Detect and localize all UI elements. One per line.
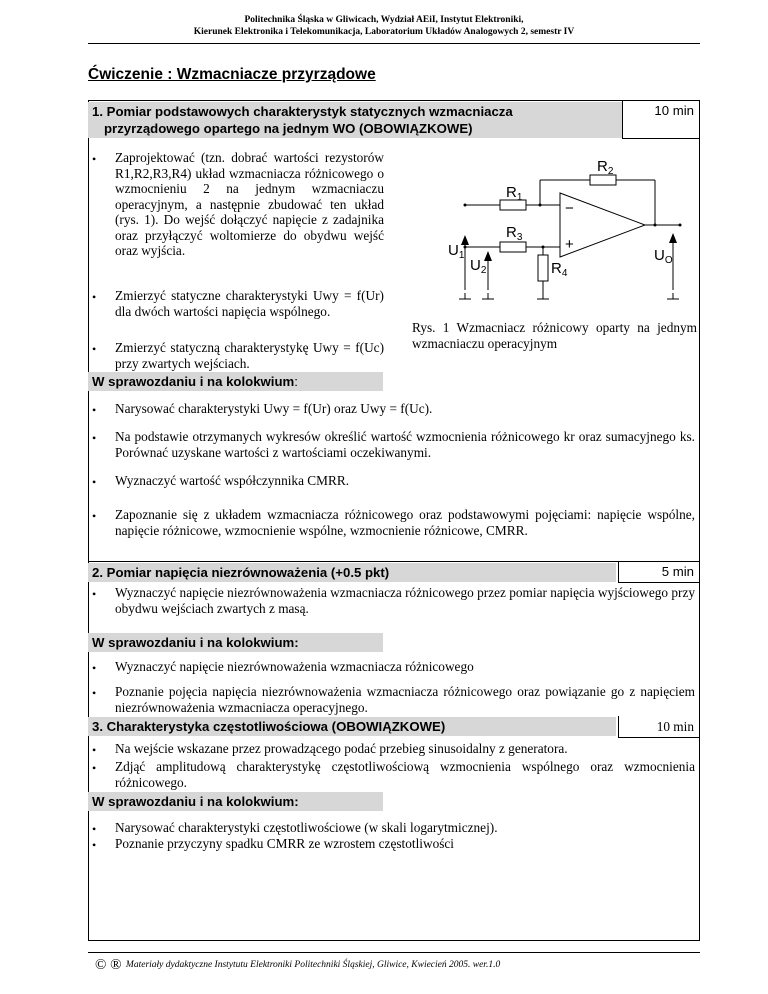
section-2-report-heading: W sprawozdaniu i na kolokwium: — [88, 633, 383, 652]
section-3-report-item-2: Poznanie przyczyny spadku CMRR ze wzrostem częstotliwości — [115, 836, 454, 851]
figure-caption: Rys. 1 Wzmacniacz różnicowy oparty na jednym wzmacniaczu operacyjnym — [412, 320, 697, 351]
bullet: • — [92, 743, 97, 757]
section-1-time-divider — [622, 100, 623, 139]
label-r4: $R_4$ — [551, 260, 568, 279]
section-2-report-item-2: Poznanie pojęcia napięcia niezrównoważenia wzmacniacza różnicowego oraz powiązanie go z napięciem niezrównoważenia wzmacniacza operacyjnego. — [115, 684, 695, 715]
label-u1: $U_1$ — [448, 242, 465, 261]
resistor-r4 — [538, 255, 548, 281]
resistor-r3 — [500, 242, 526, 252]
section-3-time-divider — [618, 716, 619, 737]
header-line-2: Kierunek Elektronika i Telekomunikacja, Laboratorium Układów Analogowych 2, semestr IV — [193, 27, 575, 37]
section-2-heading-rule — [618, 582, 700, 583]
section-2-heading: 2. Pomiar napięcia niezrównoważenia (+0.5 pkt) — [88, 563, 616, 582]
section-3-heading-rule — [618, 737, 700, 738]
header-rule — [88, 43, 700, 44]
footer — [95, 957, 500, 974]
bullet: • — [92, 822, 97, 836]
section-2-item-1: Wyznaczyć napięcie niezrównoważenia wzmacniacza różnicowego przez pomiar napięcia wyjściowego przy obydwu wejściach zwartych z masą. — [115, 585, 695, 616]
bullet: • — [92, 587, 97, 601]
bullet: • — [92, 475, 97, 489]
section-1-report-item-2: Na podstawie otrzymanych wykresów określić wartość wzmocnienia różnicowego kr oraz sumacyjnego ks. Porównać uzyskane wartości z wartościami oczekiwanymi. — [115, 429, 695, 460]
section-1-item-2: Zmierzyć statyczne charakterystyki Uwy = f(Ur) dla dwóch wartości napięcia wspólnego. — [115, 288, 384, 319]
section-1-item-1-text: Zaprojektować (tzn. dobrać wartości rezystorów R1,R2,R3,R4) układ wzmacniacza różnicowego o wzmocnieniu 2 na jednym wzmacniaczu operacyjnym, a następnie zbudować ten układ (rys. 1). Do wejść dołączyć napięcie z zadajnika oraz przyłączyć woltomierze do obydwu wejść oraz wyjścia. — [115, 150, 384, 258]
section-3-time: 10 min — [656, 719, 694, 734]
report-colon: : — [294, 374, 298, 389]
section-1-item-3: Zmierzyć statyczną charakterystykę Uwy = f(Uc) przy zwartych wejściach. — [115, 340, 384, 371]
section-1-item-1 — [115, 150, 384, 259]
section-1-report-item-1: Narysować charakterystyki Uwy = f(Ur) oraz Uwy = f(Uc). — [115, 401, 433, 416]
bullet: • — [92, 686, 97, 700]
section-1-heading-line-2: przyrządowego opartego na jednym WO (OBOWIĄZKOWE) — [104, 121, 473, 136]
label-r1: $R_1$ — [506, 184, 523, 203]
label-r3: $R_3$ — [506, 224, 523, 243]
section-1-time: 10 min — [654, 103, 694, 118]
label-minus: − — [565, 200, 574, 217]
section-3-report-heading: W sprawozdaniu i na kolokwium: — [88, 792, 383, 811]
section-1-report-heading — [88, 372, 383, 391]
bullet: • — [92, 342, 97, 356]
bullet: • — [92, 509, 97, 523]
section-1-heading-rule — [622, 138, 700, 139]
section-2-time-divider — [618, 561, 619, 582]
bullet: • — [92, 838, 97, 852]
section-2-top-rule — [88, 561, 700, 562]
section-2-time: 5 min — [661, 564, 694, 579]
label-uo: $U_O$ — [654, 247, 673, 266]
section-3-item-2: Zdjąć amplitudową charakterystykę częstotliwościową wzmocnienia wspólnego oraz wzmocnienia różnicowego. — [115, 759, 695, 790]
section-1-heading — [88, 102, 623, 138]
section-1-report-item-4: Zapoznanie się z układem wzmacniacza różnicowego oraz podstawowymi pojęciami: napięcie wspólne, napięcie różnicowe, wzmocnienie wspólne, wzmocnienie różnicowe, CMRR. — [115, 507, 695, 538]
bullet: • — [92, 761, 97, 775]
section-3-heading: 3. Charakterystyka częstotliwościowa (OBOWIĄZKOWE) — [88, 717, 616, 736]
circuit-diagram — [410, 155, 710, 305]
report-label: W sprawozdaniu i na kolokwium — [92, 374, 295, 389]
header-line-1: Politechnika Śląska w Gliwicach, Wydział AEiI, Instytut Elektroniki, — [244, 15, 524, 25]
footer-text: Materiały dydaktyczne Instytutu Elektroniki Politechniki Śląskiej, Gliwice, Kwiecień 2005. wer.1.0 — [125, 960, 501, 970]
footer-rule — [88, 952, 700, 953]
bullet: • — [92, 290, 97, 304]
document-header — [0, 14, 768, 38]
copyright-registered-symbols: © ® — [95, 957, 122, 973]
label-u2: $U_2$ — [470, 257, 487, 276]
bullet: • — [92, 152, 97, 166]
label-plus: + — [565, 236, 574, 253]
bullet: • — [92, 431, 97, 445]
section-3-report-item-1: Narysować charakterystyki częstotliwościowe (w skali logarytmicznej). — [115, 820, 498, 835]
page-title: Ćwiczenie : Wzmacniacze przyrządowe — [88, 66, 376, 83]
section-1-heading-line-1: 1. Pomiar podstawowych charakterystyk statycznych wzmacniacza — [92, 104, 513, 119]
section-1-report-item-3: Wyznaczyć wartość współczynnika CMRR. — [115, 473, 350, 488]
label-r2: $R_2$ — [597, 158, 614, 177]
section-3-item-1: Na wejście wskazane przez prowadzącego podać przebieg sinusoidalny z generatora. — [115, 741, 568, 756]
section-2-report-item-1: Wyznaczyć napięcie niezrównoważenia wzmacniacza różnicowego — [115, 659, 474, 674]
bullet: • — [92, 661, 97, 675]
bullet: • — [92, 403, 97, 417]
